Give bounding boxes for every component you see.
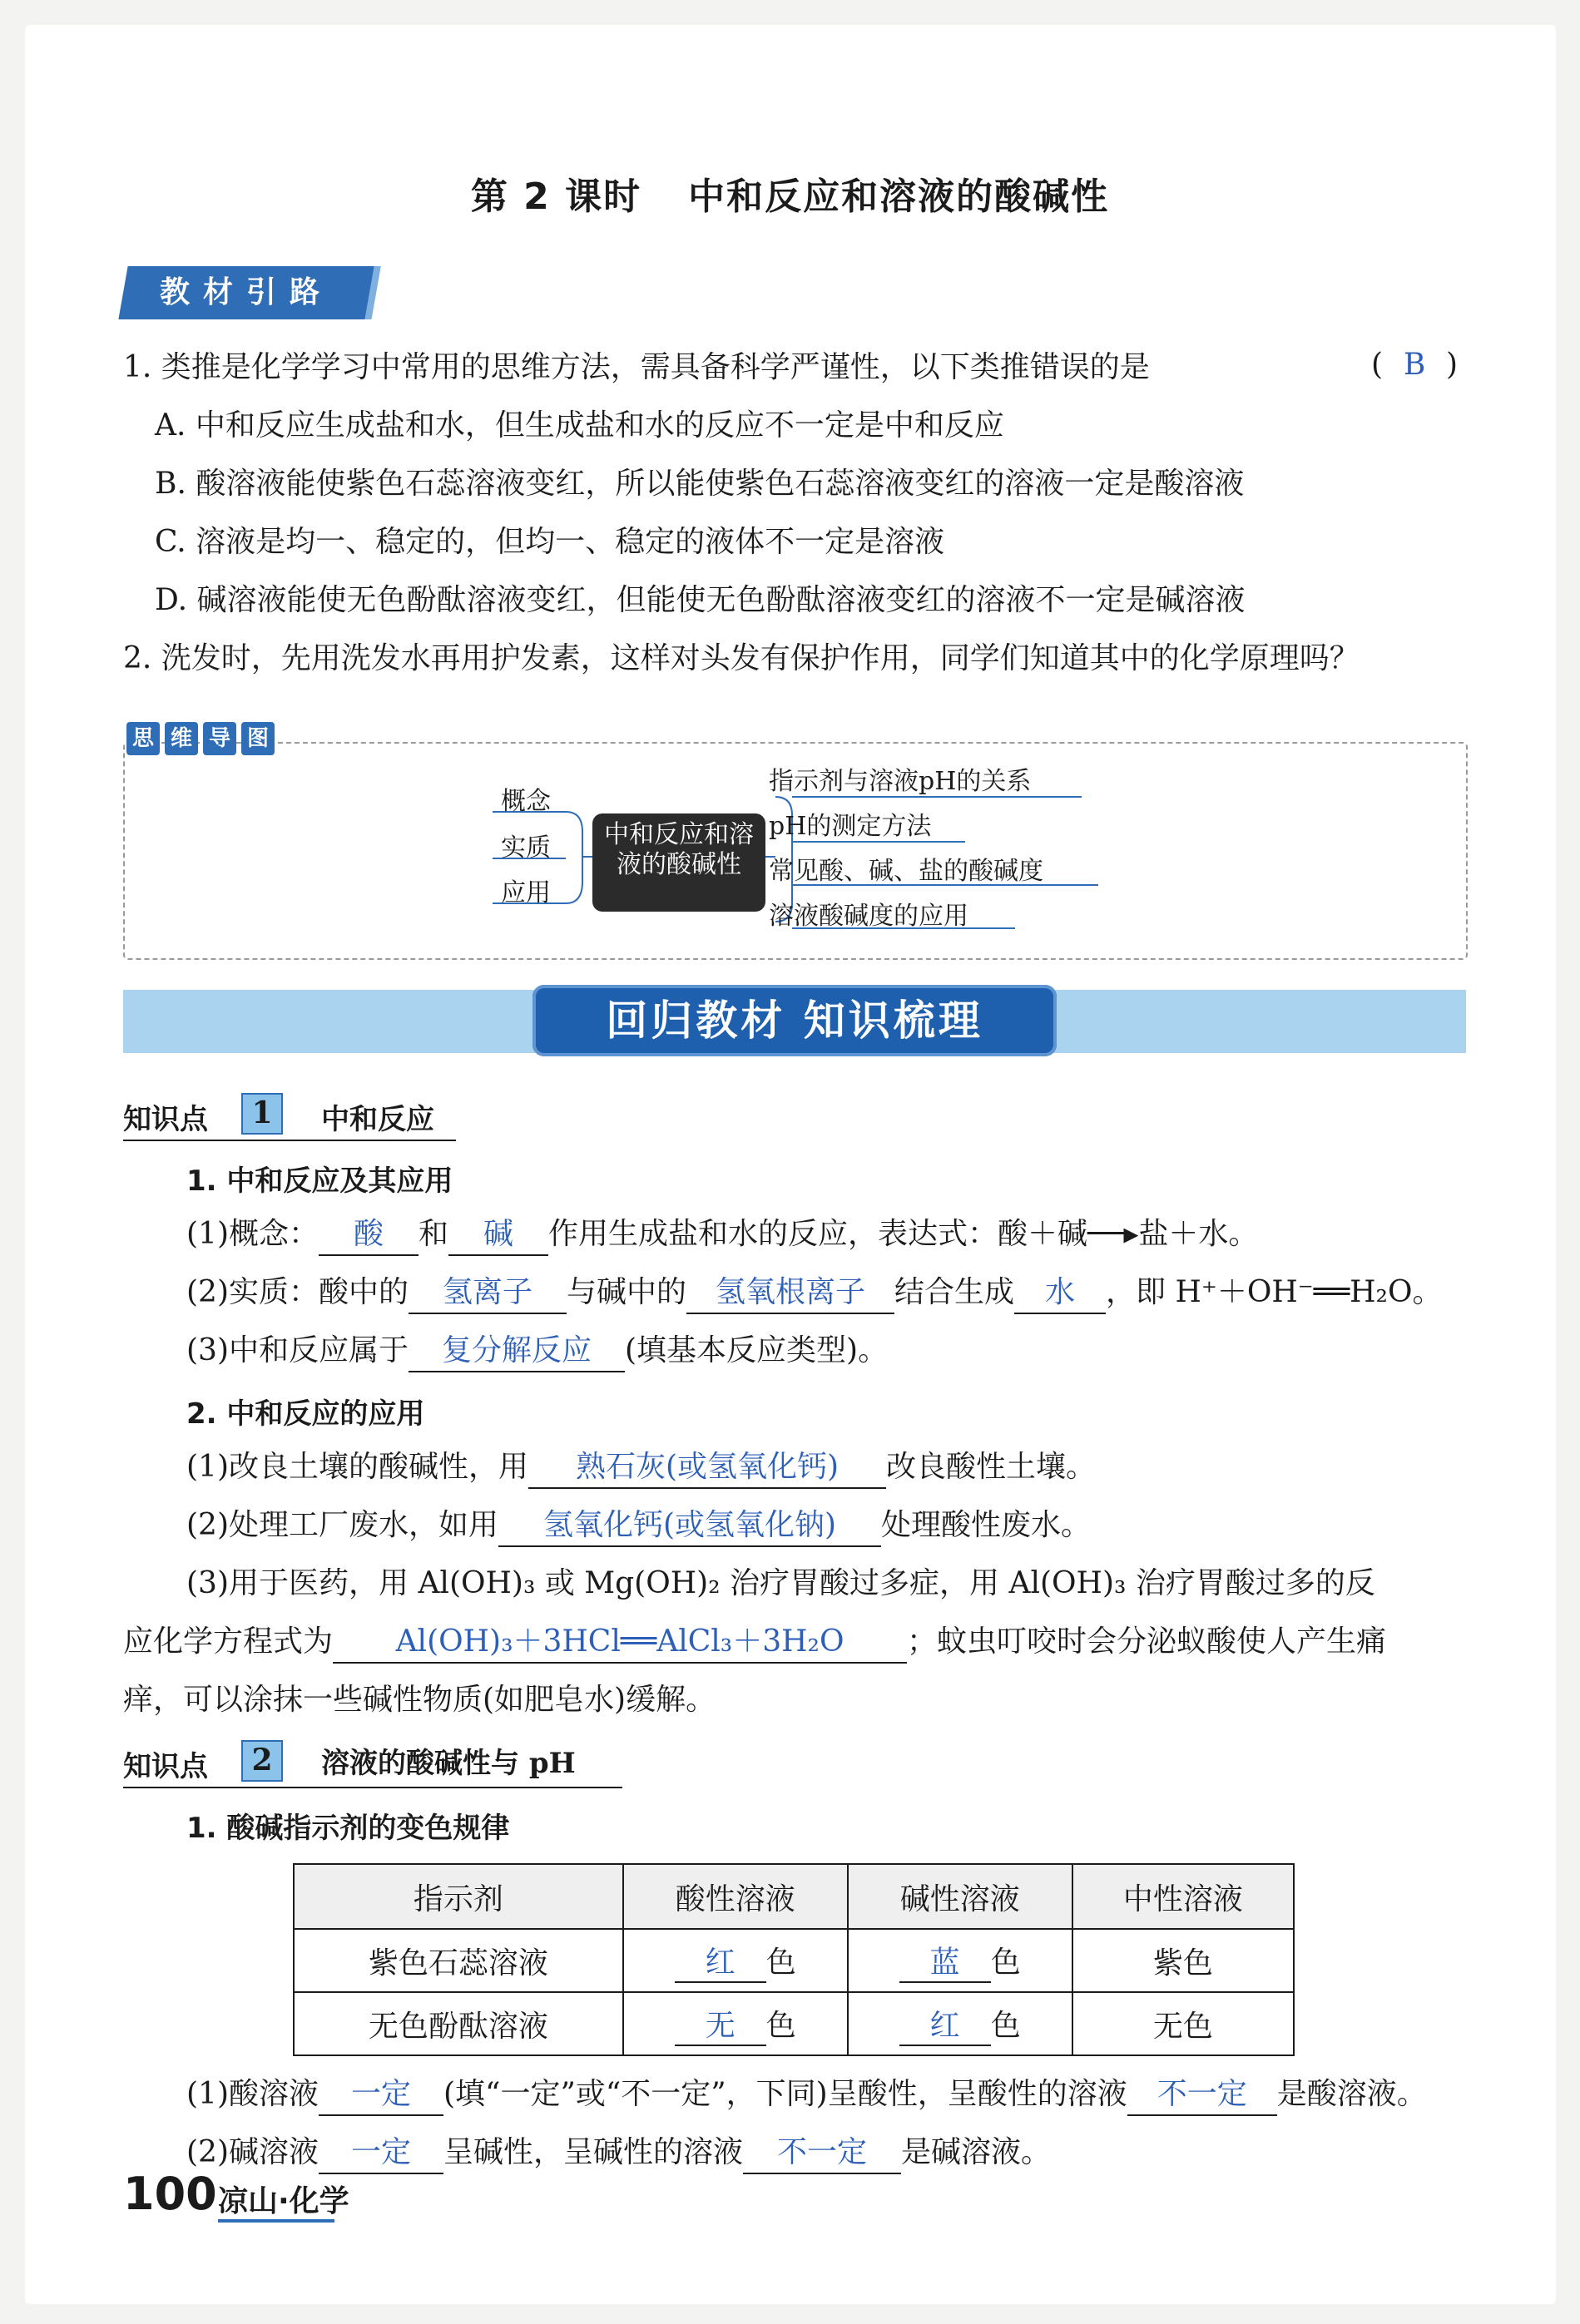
blank-hydrogen-ion: 氢离子 — [409, 1273, 567, 1314]
lesson-number: 第 2 课时 — [470, 176, 642, 218]
kp1-line-concept: (1)概念： 酸 和 碱 作用生成盐和水的反应，表达式：酸＋碱──▸盐＋水。 — [186, 1214, 1258, 1256]
indicator-table — [293, 1863, 1295, 2056]
table-header-row — [294, 1864, 1294, 1929]
kp2-underline — [123, 1787, 622, 1788]
q1-option-b: B. 酸溶液能使紫色石蕊溶液变红，所以能使紫色石蕊溶液变红的溶液一定是酸溶液 — [155, 467, 1245, 501]
kp2-heading-1: 1. 酸碱指示剂的变色规律 — [186, 1812, 510, 1845]
blank-water: 水 — [1014, 1273, 1106, 1314]
q1-answer-bracket: ( B ) — [1371, 348, 1459, 382]
q1-stem: 1. 类推是化学学习中常用的思维方法，需具备科学严谨性，以下类推错误的是 — [123, 350, 1150, 384]
footer-book-title: 凉山·化学 — [218, 2184, 349, 2218]
q1-option-a: A. 中和反应生成盐和水，但生成盐和水的反应不一定是中和反应 — [155, 408, 1004, 443]
kp1-line-wastewater: (2)处理工厂废水，如用 氢氧化钙(或氢氧化钠) 处理酸性废水。 — [186, 1506, 1091, 1547]
q1-answer: B — [1403, 348, 1426, 382]
table-header: 指示剂 — [294, 1864, 623, 1929]
blank-soil: 熟石灰(或氢氧化钙) — [528, 1447, 886, 1489]
blank-base-certain: 一定 — [319, 2133, 443, 2174]
section-tag: 教材引路 — [118, 266, 380, 319]
kp1-line-essence: (2)实质：酸中的 氢离子 与碱中的 氢氧根离子 结合生成 水 ，即 H⁺＋OH⁻══H₂O。 — [186, 1273, 1442, 1314]
mindmap-tag: 思 维 导 图 — [126, 722, 275, 759]
kp2-line-base: (2)碱溶液 一定 呈碱性，呈碱性的溶液 不一定 是碱溶液。 — [186, 2133, 1051, 2174]
kp2-number: 2 — [241, 1740, 283, 1782]
page-number: 100 — [123, 2168, 217, 2220]
table-cell-indicator: 紫色石蕊溶液 — [294, 1929, 623, 1992]
blank-hydroxide-ion: 氢氧根离子 — [686, 1273, 894, 1314]
kp1-heading-2: 2. 中和反应的应用 — [186, 1397, 425, 1431]
blank-base: 碱 — [448, 1214, 548, 1256]
kp1-heading-1: 1. 中和反应及其应用 — [186, 1164, 453, 1198]
kp1-line-equation: 应化学方程式为 Al(OH)₃＋3HCl══AlCl₃＋3H₂O ；蚊虫叮咬时会分泌蚁酸使人产生痛 — [123, 1622, 1386, 1664]
table-cell-acid: 红 色 — [623, 1929, 848, 1992]
blank-acid-uncertain: 不一定 — [1127, 2074, 1277, 2116]
q1-option-d: D. 碱溶液能使无色酚酞溶液变红，但能使无色酚酞溶液变红的溶液不一定是碱溶液 — [155, 583, 1246, 617]
blank-equation: Al(OH)₃＋3HCl══AlCl₃＋3H₂O — [333, 1622, 907, 1664]
blank-acid: 酸 — [319, 1214, 419, 1256]
mindmap-right-3: 常见酸、碱、盐的酸碱度 — [769, 857, 1043, 886]
blank-reaction-type: 复分解反应 — [409, 1331, 625, 1372]
table-header: 碱性溶液 — [848, 1864, 1072, 1929]
kp1-underline — [123, 1140, 456, 1141]
kp1-label: 知识点 — [123, 1103, 208, 1136]
q1-option-c: C. 溶液是均一、稳定的，但均一、稳定的液体不一定是溶液 — [155, 525, 945, 559]
kp1-line-type: (3)中和反应属于 复分解反应 (填基本反应类型)。 — [186, 1331, 888, 1372]
footer-underline — [218, 2219, 334, 2223]
mindmap-left-essence: 实质 — [501, 833, 551, 863]
mindmap-right-1: 指示剂与溶液pH的关系 — [769, 767, 1032, 796]
q2-stem: 2. 洗发时，先用洗发水再用护发素，这样对头发有保护作用，同学们知道其中的化学原理吗？ — [123, 641, 1360, 675]
lesson-name: 中和反应和溶液的酸碱性 — [688, 176, 1110, 218]
mindmap-left-application: 应用 — [501, 878, 551, 907]
kp2-label: 知识点 — [123, 1750, 208, 1783]
kp1-line-medicine: (3)用于医药，用 Al(OH)₃ 或 Mg(OH)₂ 治疗胃酸过多症，用 Al(OH)₃ 治疗胃酸过多的反 — [186, 1566, 1375, 1600]
section-banner-title: 回归教材 知识梳理 — [532, 985, 1057, 1056]
table-row — [294, 1929, 1294, 1992]
mindmap-center: 中和反应和溶液的酸碱性 — [592, 813, 765, 912]
kp1-number: 1 — [241, 1093, 283, 1135]
table-cell-neutral: 无色 — [1072, 1992, 1294, 2055]
lesson-title — [0, 166, 1580, 220]
table-cell-indicator: 无色酚酞溶液 — [294, 1992, 623, 2055]
kp1-title: 中和反应 — [321, 1103, 434, 1136]
blank-wastewater: 氢氧化钙(或氢氧化钠) — [498, 1506, 881, 1547]
mindmap-left-concept: 概念 — [501, 787, 551, 816]
table-cell-base: 蓝 色 — [848, 1929, 1072, 1992]
kp2-title: 溶液的酸碱性与 pH — [321, 1747, 576, 1780]
table-cell-acid: 无 色 — [623, 1992, 848, 2055]
blank-acid-certain: 一定 — [319, 2074, 443, 2116]
kp1-line-insect: 痒，可以涂抹一些碱性物质(如肥皂水)缓解。 — [123, 1683, 716, 1717]
table-header: 中性溶液 — [1072, 1864, 1294, 1929]
kp2-line-acid: (1)酸溶液 一定 (填“一定”或“不一定”，下同)呈酸性，呈酸性的溶液 不一定 是酸溶液。 — [186, 2074, 1427, 2116]
kp1-line-soil: (1)改良土壤的酸碱性，用 熟石灰(或氢氧化钙) 改良酸性土壤。 — [186, 1447, 1096, 1489]
table-cell-base: 红 色 — [848, 1992, 1072, 2055]
table-header: 酸性溶液 — [623, 1864, 848, 1929]
table-row — [294, 1992, 1294, 2055]
mindmap-right-4: 溶液酸碱度的应用 — [769, 902, 968, 931]
mindmap-right-2: pH的测定方法 — [769, 812, 932, 841]
blank-base-uncertain: 不一定 — [743, 2133, 901, 2174]
table-cell-neutral: 紫色 — [1072, 1929, 1294, 1992]
